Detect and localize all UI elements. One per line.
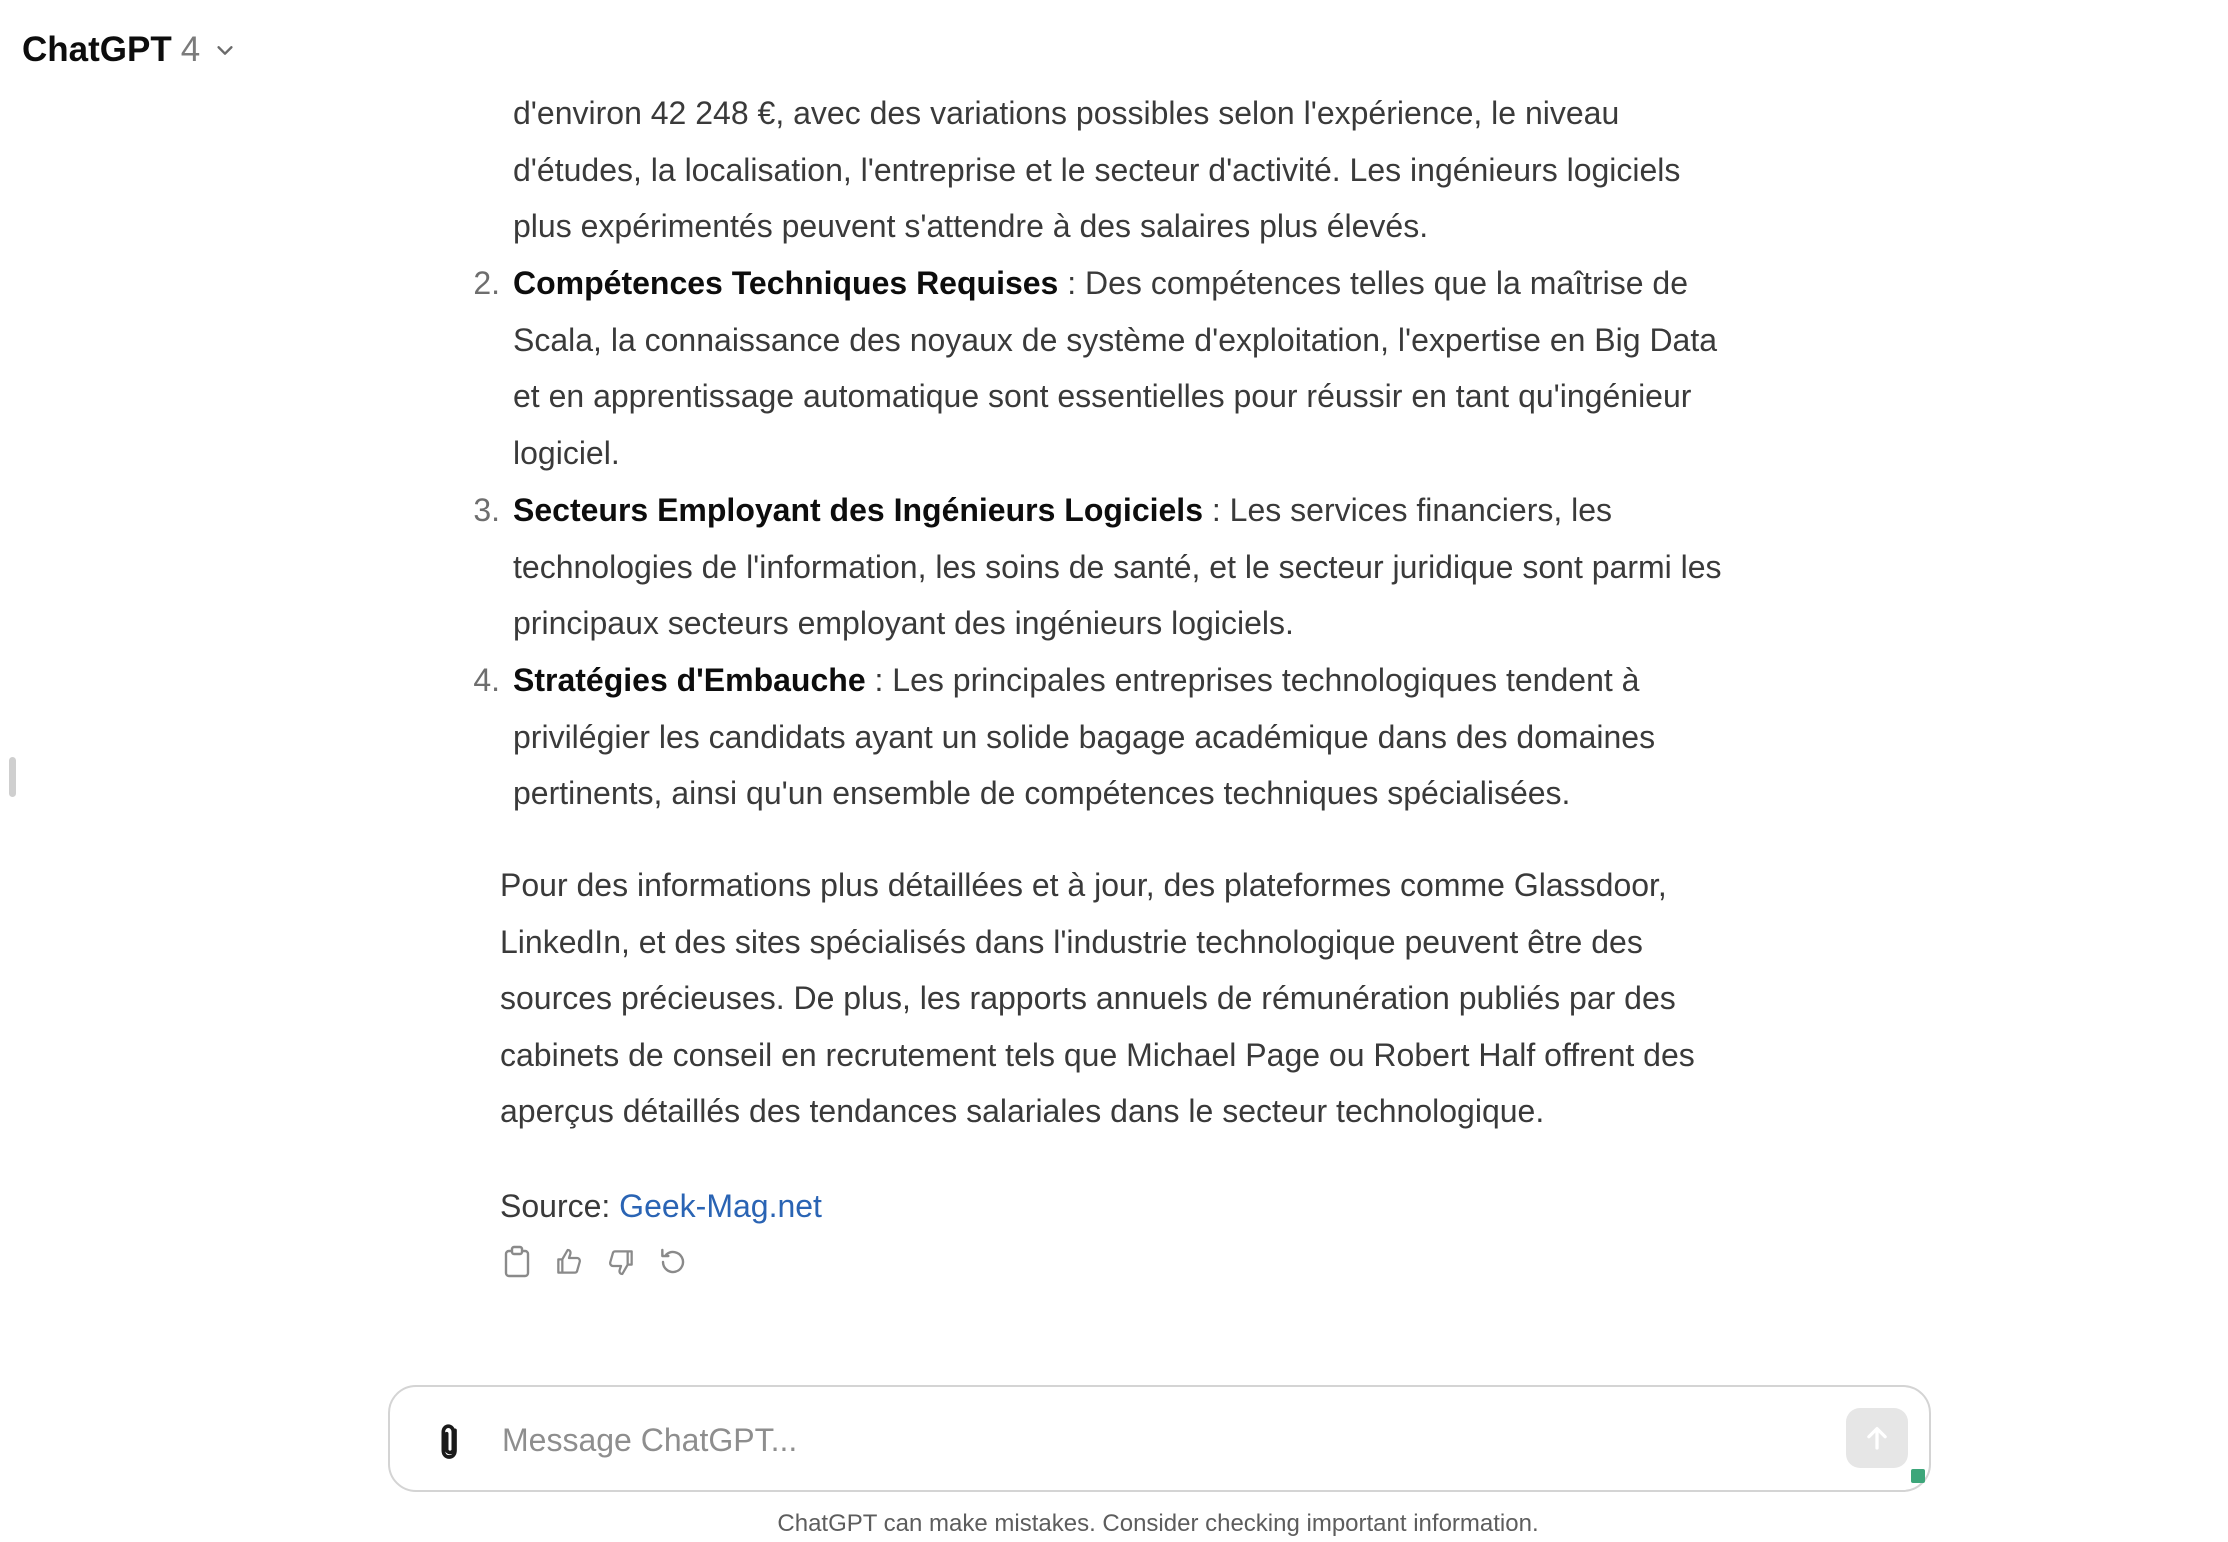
list-item	[470, 482, 1740, 652]
list-item-number: 2.	[473, 265, 500, 301]
paperclip-icon	[430, 1420, 470, 1464]
thumbs-down-icon	[605, 1246, 637, 1278]
list-item-number: 4.	[473, 662, 500, 698]
list-item	[470, 652, 1740, 822]
list-item-text: : Les principales entreprises technologiques tendent à privilégier les candidats ayant un solide bagage académique dans des domaines pertinents, ainsi qu'un ensemble de compétences techniques spécialisées.	[513, 662, 1656, 811]
list-item-text: : Des compétences telles que la maîtrise de Scala, la connaissance des noyaux de système d'exploitation, l'expertise en Big Data et en apprentissage automatique sont essentielles pour réussir en tant qu'ingénieur logiciel.	[513, 265, 1718, 471]
list-item-text: d'environ 42 248 €, avec des variations possibles selon l'expérience, le niveau d'études, la localisation, l'entreprise et le secteur d'activité. Les ingénieurs logiciels plus expérimentés peuvent s'attendre à des salaires plus élevés.	[513, 95, 1681, 244]
source-label: Source:	[500, 1188, 620, 1224]
status-indicator	[1911, 1469, 1925, 1483]
copy-icon	[502, 1245, 532, 1279]
thumbs-down-button[interactable]	[604, 1245, 638, 1279]
list-item-title: Secteurs Employant des Ingénieurs Logiciels	[513, 492, 1203, 528]
list-item-title: Compétences Techniques Requises	[513, 265, 1059, 301]
model-version: 4	[180, 30, 201, 69]
list-item-text: : Les services financiers, les technologies de l'information, les soins de santé, et le secteur juridique sont parmi les principaux secteurs employant des ingénieurs logiciels.	[513, 492, 1722, 641]
list-item-title: Stratégies d'Embauche	[513, 662, 866, 698]
list-item-number: 3.	[473, 492, 500, 528]
message-paragraph: Pour des informations plus détaillées et à jour, des plateformes comme Glassdoor, LinkedIn, et des sites spécialisés dans l'industrie technologique peuvent être des sources précieuses. De plus, les rapports annuels de rémunération publiés par des cabinets de conseil en recrutement tels que Michael Page ou Robert Half offrent des aperçus détaillés des tendances salariales dans le secteur technologique.	[500, 867, 1695, 1129]
disclaimer-text: ChatGPT can make mistakes. Consider checking important information.	[777, 1510, 1539, 1537]
thumbs-up-button[interactable]	[552, 1245, 586, 1279]
arrow-up-icon	[1862, 1423, 1892, 1453]
thumbs-up-icon	[553, 1246, 585, 1278]
send-button[interactable]	[1846, 1408, 1908, 1468]
app-title: ChatGPT	[22, 30, 172, 69]
list-item	[470, 255, 1740, 481]
regenerate-icon	[657, 1246, 689, 1278]
message-composer	[388, 1385, 1931, 1492]
message-actions	[500, 1245, 690, 1279]
message-input[interactable]	[500, 1409, 1804, 1471]
regenerate-button[interactable]	[656, 1245, 690, 1279]
source-line	[500, 1178, 822, 1234]
copy-button[interactable]	[500, 1245, 534, 1279]
list-item	[470, 85, 1740, 255]
source-link[interactable]: Geek-Mag.net	[619, 1188, 822, 1224]
attach-button[interactable]	[430, 1420, 470, 1464]
